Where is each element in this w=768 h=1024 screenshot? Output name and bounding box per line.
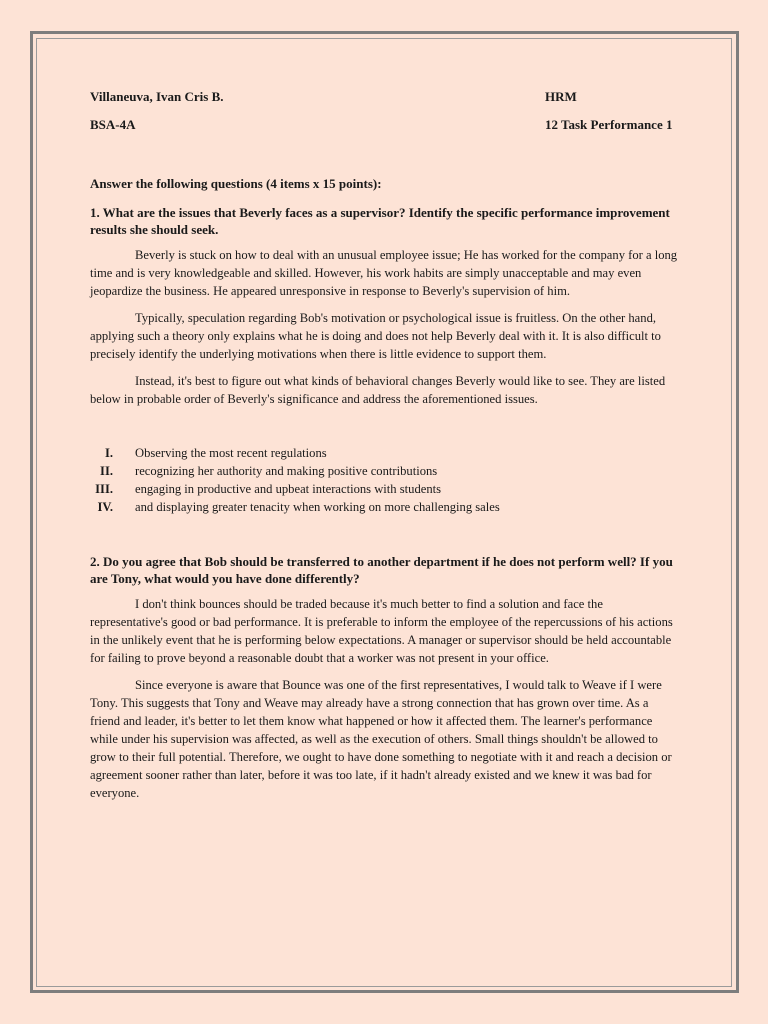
list-item-text: engaging in productive and upbeat interactions with students	[135, 482, 442, 496]
answer-1-paragraph-2: Typically, speculation regarding Bob's motivation or psychological issue is fruitless. On the other hand, applying such a theory only explains what he is doing and does not help Beverly deal with it. It is also difficult to precisely identify the underlying motivations when there is little evidence to support them.	[90, 311, 661, 361]
student-name: Villaneuva, Ivan Cris B.	[90, 89, 224, 104]
list-item-number: III.	[95, 482, 113, 496]
section-label: BSA-4A	[90, 117, 136, 132]
header-row-1	[90, 88, 678, 108]
question-1: 1. What are the issues that Beverly faces as a supervisor? Identify the specific performance improvement results she should seek.	[90, 205, 670, 237]
list-item-text: recognizing her authority and making positive contributions	[135, 464, 438, 478]
list-item-text: Observing the most recent regulations	[135, 446, 327, 460]
list-item	[90, 498, 678, 516]
answer-2-paragraph-1: I don't think bounces should be traded because it's much better to find a solution and face the representative's good or bad performance. It is preferable to inform the employee of the repercussions of his actions in the unlikely event that he is performing below expectations. A manager or supervisor should be held accountable for failing to prove beyond a reasonable doubt that a worker was not present in your office.	[90, 597, 673, 665]
list-item-number: IV.	[97, 500, 113, 514]
document-page	[90, 88, 678, 802]
subject-label: HRM	[545, 89, 577, 104]
answer-1-paragraph-1: Beverly is stuck on how to deal with an unusual employee issue; He has worked for the company for a long time and is very knowledgeable and skilled. However, his work habits are simply unacceptable and may even jeopardize the business. He appeared unresponsive in response to Beverly's supervision of him.	[90, 248, 678, 298]
list-item	[90, 480, 678, 498]
list-item-text: and displaying greater tenacity when working on more challenging sales	[135, 500, 500, 514]
list-item	[90, 462, 678, 480]
header-row-2	[90, 116, 678, 136]
behavior-list	[90, 444, 678, 516]
question-2: 2. Do you agree that Bob should be transferred to another department if he does not perform well? If you are Tony, what would you have done differently?	[90, 554, 673, 586]
answer-1-paragraph-3: Instead, it's best to figure out what kinds of behavioral changes Beverly would like to see. They are listed below in probable order of Beverly's significance and address the aforementioned issues.	[90, 374, 666, 406]
list-item-number: II.	[100, 464, 113, 478]
list-item	[90, 444, 678, 462]
instructions: Answer the following questions (4 items x 15 points):	[90, 176, 382, 191]
list-item-number: I.	[104, 446, 113, 460]
answer-2-paragraph-2: Since everyone is aware that Bounce was one of the first representatives, I would talk to Weave if I were Tony. This suggests that Tony and Weave may already have a strong connection that has grown over time. As a friend and leader, it's better to let them know what happened or how it affected them. The learner's performance while under his supervision was affected, as well as the execution of others. Small things shouldn't be allowed to grow to their full potential. Therefore, we ought to have done something to negotiate with it and reach a decision or agreement sooner rather than later, before it was too late, if it hadn't already existed and we knew it was bad for everyone.	[90, 678, 672, 800]
task-label: 12 Task Performance 1	[545, 117, 673, 132]
